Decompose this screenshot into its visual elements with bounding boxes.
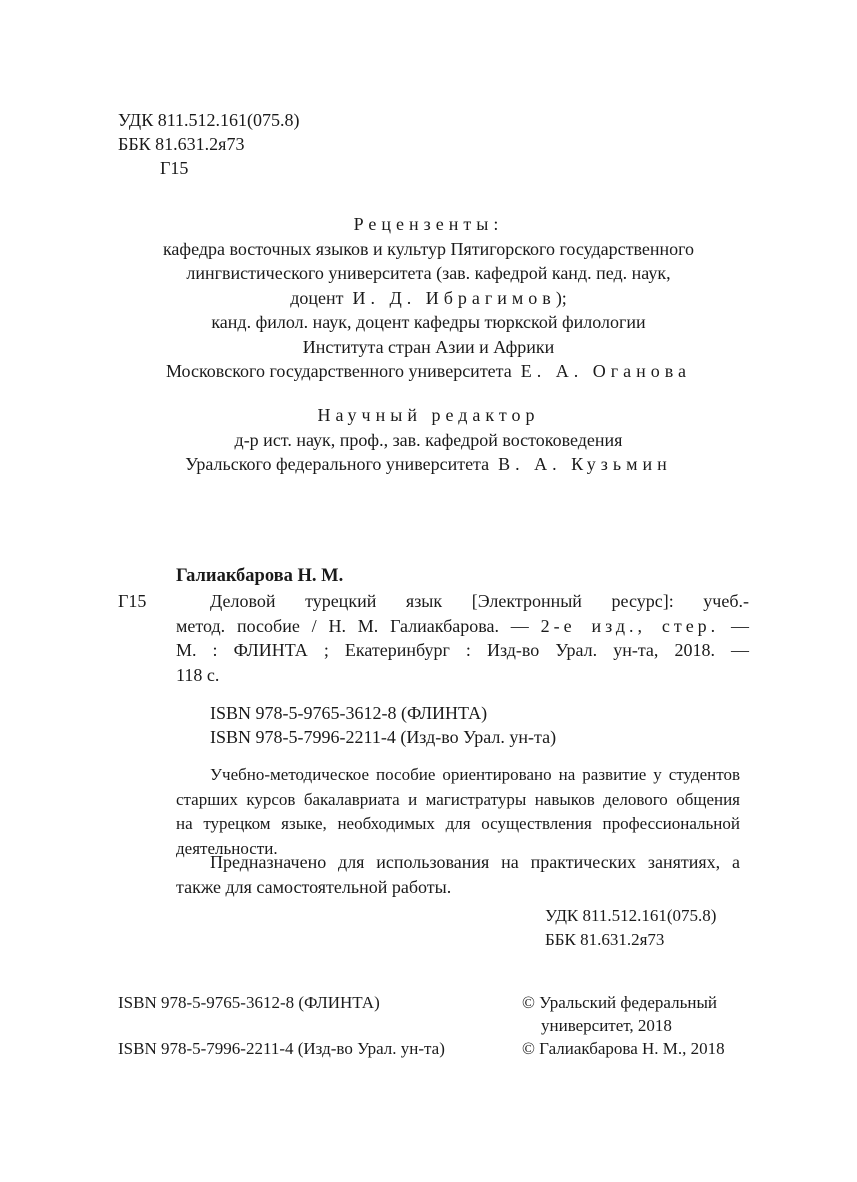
purpose-line-1: Предназначено для использования на практических занятиях, а — [210, 852, 740, 872]
description-line-2-wrap — [176, 614, 749, 639]
annotation-line-1: Учебно-методическое пособие ориентировано на развитие у студентов — [210, 765, 740, 784]
description-line-1: Деловой турецкий язык [Электронный ресурс]: учеб.- — [210, 591, 749, 611]
reviewer-line-5: Института стран Азии и Африки — [302, 336, 555, 357]
reviewer-name-2: Е. А. Оганова — [520, 361, 691, 381]
reviewer-line-6-prefix: Московского государственного университета — [165, 361, 512, 381]
catalog-mark: Г15 — [118, 591, 147, 611]
author-mark: Г15 — [160, 158, 189, 178]
catalog-description — [176, 589, 749, 687]
reviewer-line-4: канд. филол. наук, доцент кафедры тюркской филологии — [211, 312, 646, 332]
reviewer-line-3-suffix: ); — [555, 287, 567, 308]
copyright-university: © Уральский федеральный — [522, 993, 717, 1012]
footer-isbn-2: ISBN 978-5-7996-2211-4 (Изд-во Урал. ун-та) — [118, 1039, 445, 1058]
catalog-author: Галиакбарова Н. М. — [176, 566, 344, 586]
copyright-author: © Галиакбарова Н. М., 2018 — [522, 1039, 725, 1058]
edition-info: 2-е изд., стер. — [540, 615, 720, 636]
reviewer-line-2: лингвистического университета (зав. кафедрой канд. пед. наук, — [186, 263, 671, 283]
catalog-isbn-2: ISBN 978-5-7996-2211-4 (Изд-во Урал. ун-та) — [210, 727, 557, 747]
catalog-bbk: ББК 81.631.2я73 — [545, 930, 665, 949]
editor-block — [0, 403, 857, 477]
purpose — [176, 850, 740, 899]
reviewers-block — [0, 212, 857, 384]
udk-code: УДК 811.512.161(075.8) — [118, 110, 300, 130]
reviewer-line-1: кафедра восточных языков и культур Пятигорского государственного — [162, 238, 695, 259]
bbk-code: ББК 81.631.2я73 — [118, 134, 245, 154]
edition-dash: — — [731, 615, 750, 636]
reviewer-line-3-prefix: доцент — [290, 287, 344, 308]
description-line-2: метод. пособие / Н. М. Галиакбарова. — — [176, 615, 529, 636]
editor-name: В. А. Кузьмин — [498, 454, 672, 474]
description-line-4: 118 с. — [176, 664, 220, 685]
reviewer-line-6 — [0, 359, 857, 384]
reviewer-line-3 — [0, 286, 857, 311]
description-line-3: М. : ФЛИНТА ; Екатеринбург : Изд-во Урал. ун-та, 2018. — — [176, 640, 749, 660]
catalog-isbn-1: ISBN 978-5-9765-3612-8 (ФЛИНТА) — [210, 703, 488, 723]
annotation — [176, 763, 740, 861]
copyright-university-year: университет, 2018 — [541, 1016, 672, 1035]
reviewers-heading: Рецензенты: — [353, 214, 504, 234]
reviewer-name-1: И. Д. Ибрагимов — [352, 287, 556, 308]
footer-isbn-1: ISBN 978-5-9765-3612-8 (ФЛИНТА) — [118, 993, 380, 1012]
annotation-line-4: деятельности. — [176, 838, 278, 858]
editor-line-2 — [0, 452, 857, 477]
purpose-line-2: также для самостоятельной работы. — [176, 876, 452, 897]
catalog-udk: УДК 811.512.161(075.8) — [545, 906, 717, 925]
editor-heading: Научный редактор — [317, 405, 540, 425]
editor-line-1: д-р ист. наук, проф., зав. кафедрой востоковедения — [234, 429, 623, 450]
editor-line-2-prefix: Уральского федерального университета — [185, 454, 490, 474]
annotation-line-2: старших курсов бакалавриата и магистратуры навыков делового общения — [176, 789, 740, 809]
annotation-line-3: на турецком языке, необходимых для осуществления профессиональной — [176, 814, 740, 833]
